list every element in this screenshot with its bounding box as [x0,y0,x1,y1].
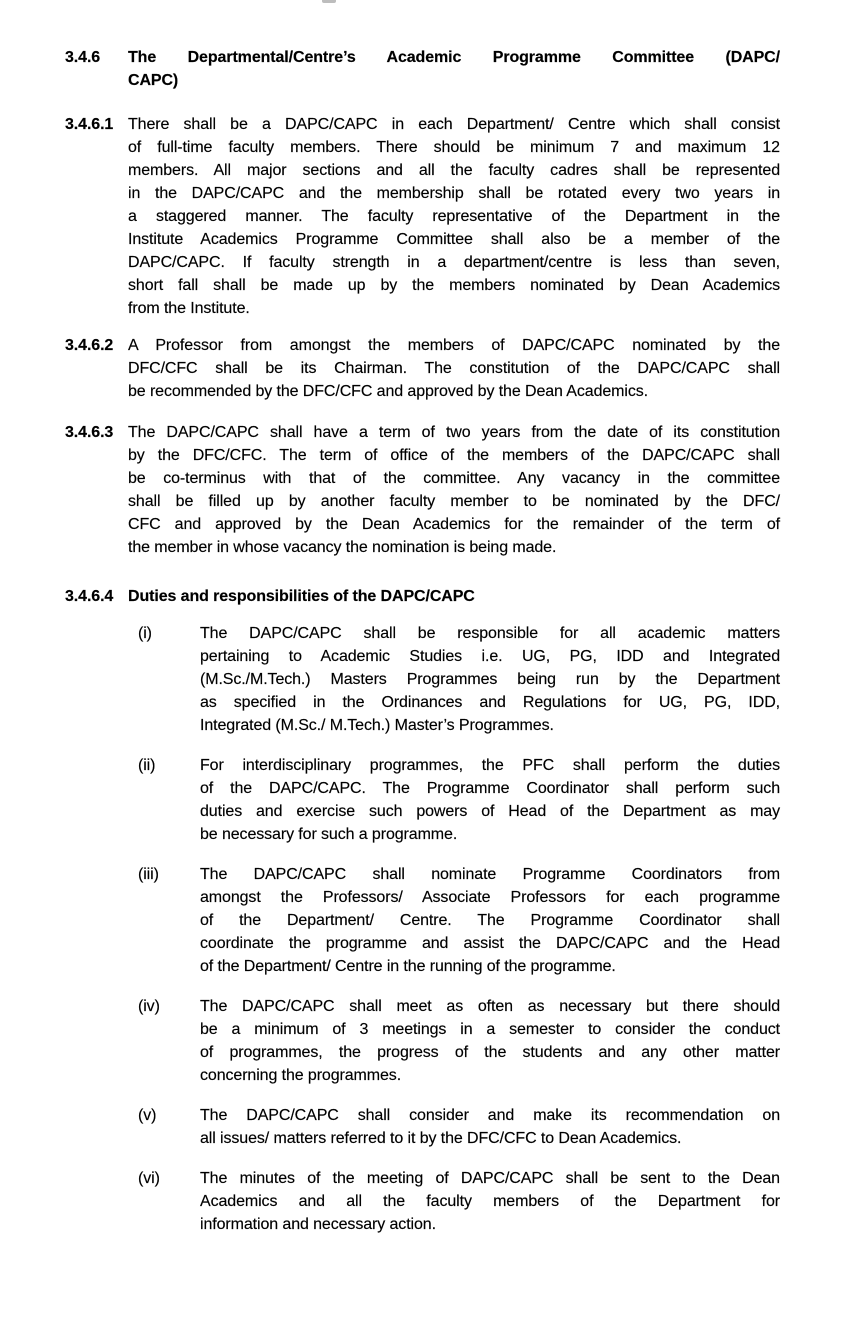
list-item-v [138,1104,780,1150]
text-line: in the DAPC/CAPC and the membership shall be rotated every two years in [128,185,780,202]
item-marker: (vi) [138,1170,160,1187]
section-number: 3.4.6 [65,49,101,66]
text-line: of programmes, the progress of the students and any other matter [200,1044,780,1061]
section-body-text [128,421,780,559]
list-item-vi [138,1167,780,1236]
text-line: Institute Academics Programme Committee shall also be a member of the [128,231,780,248]
text-line: Academics and all the faculty members of the Department for [200,1193,780,1210]
text-line: concerning the programmes. [200,1067,402,1084]
item-text [200,863,780,978]
list-item-iii [138,863,780,978]
item-text [200,1104,780,1150]
text-line: from the Institute. [128,300,250,317]
section-3-4-6 [65,46,780,92]
list-item-ii [138,754,780,846]
item-text [200,1167,780,1236]
text-line: be recommended by the DFC/CFC and approved by the Dean Academics. [128,383,648,400]
text-line: coordinate the programme and assist the DAPC/CAPC and the Head [200,935,780,952]
section-3-4-6-1 [65,113,780,320]
text-line: The minutes of the meeting of DAPC/CAPC shall be sent to the Dean [200,1170,780,1187]
section-3-4-6-4 [65,585,780,608]
text-line: For interdisciplinary programmes, the PFC shall perform the duties [200,757,780,774]
duties-list [65,622,780,1236]
text-line: The Departmental/Centre’s Academic Programme Committee (DAPC/ [128,49,780,66]
list-item-i [138,622,780,737]
text-line: all issues/ matters referred to it by the DFC/CFC to Dean Academics. [200,1130,682,1147]
section-number: 3.4.6.4 [65,588,114,605]
text-line: DFC/CFC shall be its Chairman. The constitution of the DAPC/CAPC shall [128,360,780,377]
text-line: of the Department/ Centre. The Programme Coordinator shall [200,912,780,929]
text-line: members. All major sections and all the faculty cadres shall be represented [128,162,780,179]
text-line: short fall shall be made up by the members nominated by Dean Academics [128,277,780,294]
item-text [200,995,780,1087]
item-text [200,622,780,737]
text-line: The DAPC/CAPC shall be responsible for all academic matters [200,625,780,642]
text-line: CFC and approved by the Dean Academics for the remainder of the term of [128,516,780,533]
section-heading-text [128,585,780,608]
item-marker: (iv) [138,998,160,1015]
section-body-text [128,334,780,403]
text-line: The DAPC/CAPC shall consider and make its recommendation on [200,1107,780,1124]
section-3-4-6-2 [65,334,780,403]
text-line: Duties and responsibilities of the DAPC/CAPC [128,588,475,605]
page-edge-artifact [322,0,336,3]
item-marker: (iii) [138,866,159,883]
section-3-4-6-3 [65,421,780,559]
text-line: amongst the Professors/ Associate Professors for each programme [200,889,780,906]
text-line: The DAPC/CAPC shall meet as often as necessary but there should [200,998,780,1015]
text-line: The DAPC/CAPC shall have a term of two years from the date of its constitution [128,424,780,441]
text-line: as specified in the Ordinances and Regulations for UG, PG, IDD, [200,694,780,711]
text-line: be a minimum of 3 meetings in a semester to consider the conduct [200,1021,780,1038]
section-number: 3.4.6.2 [65,337,114,354]
text-line: of the Department/ Centre in the running of the programme. [200,958,616,975]
list-item-iv [138,995,780,1087]
item-marker: (v) [138,1107,157,1124]
text-line: (M.Sc./M.Tech.) Masters Programmes being run by the Department [200,671,780,688]
text-line: There shall be a DAPC/CAPC in each Department/ Centre which shall consist [128,116,780,133]
section-number: 3.4.6.1 [65,116,114,133]
section-heading-text [128,46,780,92]
item-marker: (ii) [138,757,156,774]
text-line: the member in whose vacancy the nomination is being made. [128,539,557,556]
text-line: be necessary for such a programme. [200,826,458,843]
text-line: shall be filled up by another faculty member to be nominated by the DFC/ [128,493,780,510]
text-line: duties and exercise such powers of Head of the Department as may [200,803,780,820]
text-line: The DAPC/CAPC shall nominate Programme Coordinators from [200,866,780,883]
section-number: 3.4.6.3 [65,424,114,441]
text-line: DAPC/CAPC. If faculty strength in a department/centre is less than seven, [128,254,780,271]
section-body-text [128,113,780,320]
text-line: by the DFC/CFC. The term of office of the members of the DAPC/CAPC shall [128,447,780,464]
item-marker: (i) [138,625,152,642]
text-line: CAPC) [128,72,179,89]
text-line: Integrated (M.Sc./ M.Tech.) Master’s Programmes. [200,717,554,734]
text-line: of the DAPC/CAPC. The Programme Coordinator shall perform such [200,780,780,797]
text-line: information and necessary action. [200,1216,436,1233]
text-line: a staggered manner. The faculty representative of the Department in the [128,208,780,225]
text-line: of full-time faculty members. There should be minimum 7 and maximum 12 [128,139,780,156]
item-text [200,754,780,846]
text-line: be co-terminus with that of the committee. Any vacancy in the committee [128,470,780,487]
text-line: pertaining to Academic Studies i.e. UG, PG, IDD and Integrated [200,648,780,665]
text-line: A Professor from amongst the members of DAPC/CAPC nominated by the [128,337,780,354]
